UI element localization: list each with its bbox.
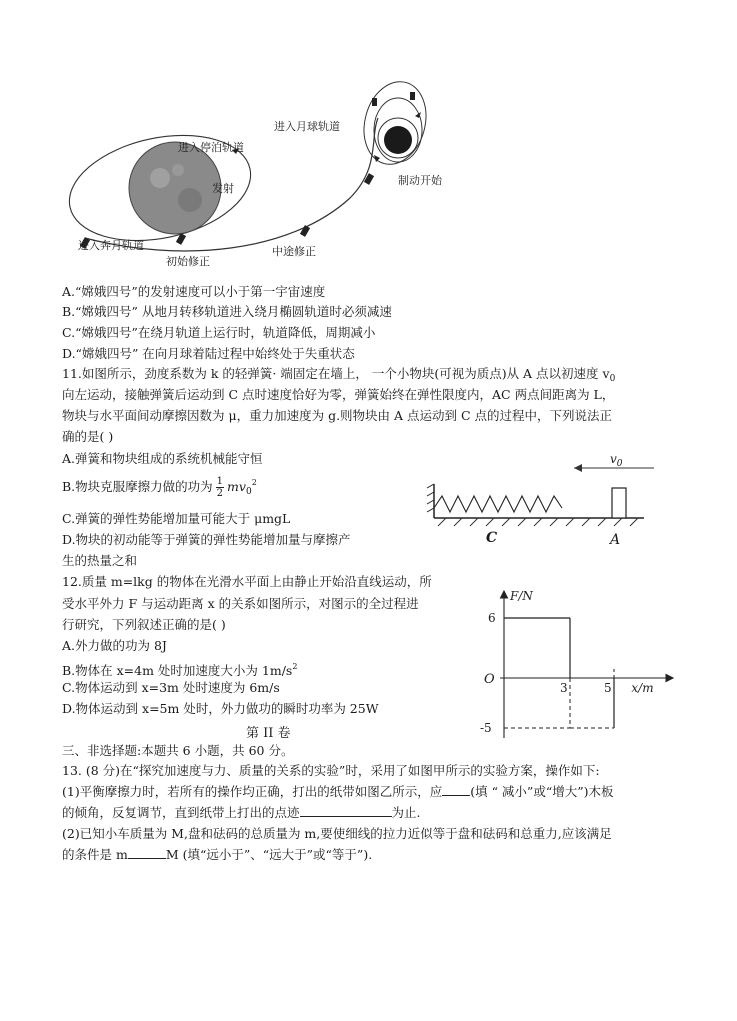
q12-stem-line-1: 12.质量 m=lkg 的物体在光滑水平面上由静止开始沿直线运动，所 [62,574,432,589]
q10-option-d: D.“嫦娥四号” 在向月球着陆过程中始终处于失重状态 [62,346,355,361]
q11-stem-line-2: 向左运动，接触弹簧后运动到 C 点时速度恰好为零，弹簧始终在弹性限度内，AC 两点间距离为 L， [62,387,615,402]
spring [434,496,562,512]
q13-blank-1[interactable] [442,783,470,796]
label-initial-correction: 初始修正 [166,255,210,268]
spring-fig-label-c: C [486,530,498,546]
q10-option-b: B.“嫦娥四号” 从地月转移轨道进入绕月椭圆轨道时必须减速 [62,304,392,319]
q11-stem-line-4: 确的是( ) [62,429,114,444]
force-distance-chart [472,586,682,744]
q13-line-2: (1)平衡摩擦力时，若所有的操作均正确，打出的纸带如图乙所示，应 (填 “ 减小”或“增大”)木板 [62,784,614,799]
label-enter-transfer-orbit: 进入奔月轨道 [78,239,144,252]
label-enter-parking-orbit: 进入停泊轨道 [178,141,244,154]
label-enter-lunar-orbit: 进入月球轨道 [274,120,340,133]
q11-option-b: B.物块克服摩擦力做的功为 $\frac{1}{2}$ $mv_0^2$ [62,476,257,499]
q11-stem-line-3: 物块与水平面间动摩擦因数为 μ，重力加速度为 g.则物块由 A 点运动到 C 点的过程中，下列说法正 [62,408,613,423]
q13-blank-3[interactable] [128,846,166,859]
section-2-heading: 三、非选择题:本题共 6 小题，共 60 分。 [62,743,294,758]
q12-stem-line-2: 受水平外力 F 与运动距离 x 的关系如图所示，对图示的全过程进 [62,596,419,611]
y-tick-6: 6 [488,611,496,625]
q11-option-a: A.弹簧和物块组成的系统机械能守恒 [62,451,263,466]
q11-stem-line-1: 11.如图所示，劲度系数为 k 的轻弹簧· 端固定在墙上， 一个小物块(可视为质点)从 A 点以初速度 $v_0$ [62,366,616,384]
q11-option-c: C.弹簧的弹性势能增加量可能大于 μmgL [62,511,291,526]
x-tick-5: 5 [604,681,612,695]
q13-line-4: (2)已知小车质量为 M,盘和砝码的总质量为 m,要使细线的拉力近似等于盘和砝码和总重力,应该满足 [62,826,612,841]
q13-line-1: 13. (8 分)在“探究加速度与力、质量的关系的实验”时，采用了如图甲所示的实验方案，操作如下: [62,763,600,778]
q12-option-c: C.物体运动到 x=3m 处时速度为 6m/s [62,680,280,695]
section-2-title: 第 II 卷 [246,726,291,741]
y-tick-neg5: -5 [480,721,492,735]
label-launch: 发射 [212,182,234,195]
q12-stem-line-3: 行研究，下列叙述正确的是( ) [62,617,226,632]
moon [384,126,412,154]
block [612,488,626,518]
label-braking-start: 制动开始 [398,174,442,187]
q12-option-b: B.物体在 x=4m 处时加速度大小为 $1m/s^2$ [62,662,298,678]
q10-option-c: C.“嫦娥四号”在绕月轨道上运行时，轨道降低，周期减小 [62,325,376,340]
x-axis-label: x/m [631,681,654,695]
force-distance-chart-svg [472,586,682,744]
q13-line-5: 的条件是 m M (填“远小于”、“远大于”或“等于”). [62,847,373,862]
q11-option-d-1: D.物块的初动能等于弹簧的弹性势能增加量与摩擦产 [62,532,351,547]
q13-blank-2[interactable] [300,804,392,817]
spring-block-svg [424,446,664,556]
spring-fig-label-a: A [610,532,621,548]
q13-line-3: 的倾角，反复调节，直到纸带上打出的点迹 为止. [62,805,421,820]
y-axis-label: F/N [510,589,533,603]
spring-fig-v0-label: $v_0$ [610,452,623,469]
q11-option-d-2: 生的热量之和 [62,553,138,568]
x-tick-3: 3 [560,681,568,695]
origin-label: O [484,672,495,687]
spring-block-figure [424,446,664,556]
q10-option-a: A.“嫦娥四号”的发射速度可以小于第一宇宙速度 [62,284,326,299]
q12-option-a: A.外力做的功为 8J [62,638,167,653]
label-midcourse-correction: 中途修正 [272,245,316,258]
q12-option-d: D.物体运动到 x=5m 处时，外力做功的瞬时功率为 25W [62,701,379,716]
